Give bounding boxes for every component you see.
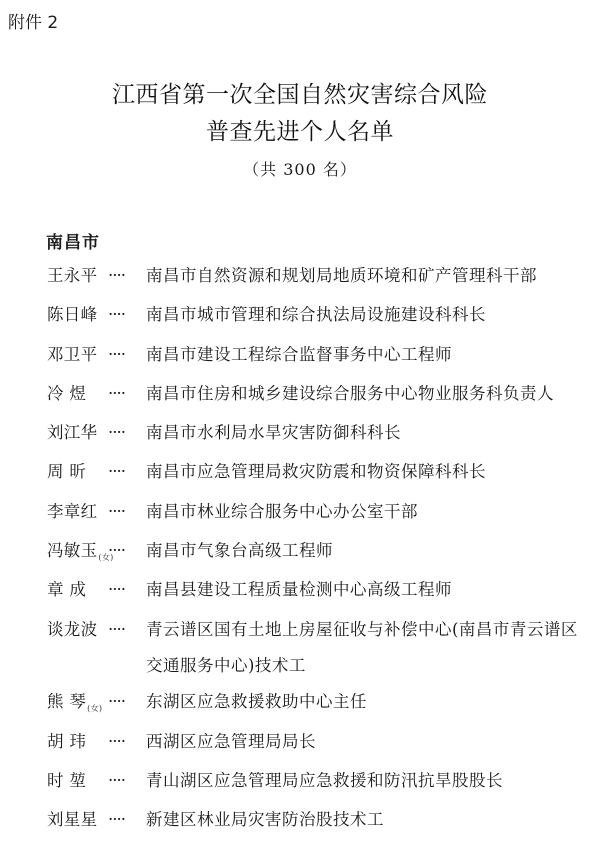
leader-dots: ···· bbox=[108, 462, 125, 482]
person-name: 冷 煜 bbox=[47, 383, 87, 403]
total-count-subtitle: （共 300 名） bbox=[243, 160, 357, 179]
person-position: 南昌市应急管理局救灾防震和物资保障科科长 bbox=[146, 462, 486, 482]
leader-dots: ···· bbox=[108, 305, 125, 325]
person-name: 谈龙波 bbox=[47, 619, 98, 639]
person-position: 南昌市林业综合服务中心办公室干部 bbox=[146, 501, 418, 521]
list-item bbox=[47, 802, 592, 841]
leader-dots: ···· bbox=[108, 619, 125, 639]
list-item bbox=[47, 337, 592, 376]
person-position: 南昌市气象台高级工程师 bbox=[146, 541, 333, 561]
person-name: 章 成 bbox=[47, 580, 87, 600]
leader-dots: ···· bbox=[108, 501, 125, 521]
list-item bbox=[47, 494, 592, 533]
person-name: 邓卫平 bbox=[47, 344, 98, 364]
person-name: 时 堃 bbox=[47, 770, 87, 790]
leader-dots: ···· bbox=[108, 266, 125, 285]
person-position: 南昌县建设工程质量检测中心高级工程师 bbox=[146, 580, 452, 600]
document-title-line-1: 江西省第一次全国自然灾害综合风险 bbox=[112, 82, 488, 108]
gender-note: (女) bbox=[98, 553, 114, 563]
leader-dots: ···· bbox=[108, 731, 125, 751]
list-item bbox=[47, 533, 592, 572]
leader-dots: ···· bbox=[108, 344, 125, 364]
person-position: 青山湖区应急管理局应急救援和防汛抗旱股股长 bbox=[146, 770, 503, 790]
person-name: 熊 琴$_{(女)}$ bbox=[47, 692, 103, 714]
person-position: 南昌市城市管理和综合执法局设施建设科科长 bbox=[146, 305, 486, 325]
list-item bbox=[47, 572, 592, 611]
person-name: 刘星星 bbox=[47, 810, 98, 830]
document-title-line-2: 普查先进个人名单 bbox=[206, 119, 394, 145]
name-list bbox=[47, 258, 592, 841]
leader-dots: ···· bbox=[108, 541, 125, 561]
list-item bbox=[47, 376, 592, 415]
person-name: 冯敏玉$_{(女)}$ bbox=[47, 541, 114, 563]
list-item bbox=[47, 258, 592, 297]
person-name: 刘江华 bbox=[47, 423, 98, 443]
leader-dots: ···· bbox=[108, 770, 125, 790]
person-name: 李章红 bbox=[47, 501, 98, 521]
list-item bbox=[47, 297, 592, 336]
person-position: 东湖区应急救援救助中心主任 bbox=[146, 692, 367, 712]
person-name: 胡 玮 bbox=[47, 731, 87, 751]
list-item bbox=[47, 724, 592, 763]
list-item bbox=[47, 684, 592, 723]
leader-dots: ···· bbox=[108, 810, 125, 830]
person-position: 新建区林业局灾害防治股技术工 bbox=[146, 810, 384, 830]
person-position: 南昌市自然资源和规划局地质环境和矿产管理科干部 bbox=[146, 266, 537, 285]
person-name: 王永平 bbox=[47, 266, 98, 285]
person-position: 南昌市建设工程综合监督事务中心工程师 bbox=[146, 344, 452, 364]
person-position: 南昌市水利局水旱灾害防御科科长 bbox=[146, 423, 401, 443]
leader-dots: ···· bbox=[108, 580, 125, 600]
leader-dots: ···· bbox=[108, 383, 125, 403]
person-position: 西湖区应急管理局局长 bbox=[146, 731, 316, 751]
leader-dots: ···· bbox=[108, 423, 125, 443]
list-item bbox=[47, 454, 592, 493]
person-position: 青云谱区国有土地上房屋征收与补偿中心(南昌市青云谱区交通服务中心)技术工 bbox=[146, 619, 578, 675]
list-item bbox=[47, 763, 592, 802]
section-heading-nanchang: 南昌市 bbox=[46, 233, 100, 253]
leader-dots: ···· bbox=[108, 692, 125, 712]
list-item bbox=[47, 612, 592, 685]
person-name: 陈日峰 bbox=[47, 305, 98, 325]
person-position: 南昌市住房和城乡建设综合服务中心物业服务科负责人 bbox=[146, 383, 554, 403]
gender-note: (女) bbox=[87, 704, 103, 714]
attachment-label: 附件 2 bbox=[8, 13, 59, 33]
person-name: 周 昕 bbox=[47, 462, 87, 482]
list-item bbox=[47, 415, 592, 454]
